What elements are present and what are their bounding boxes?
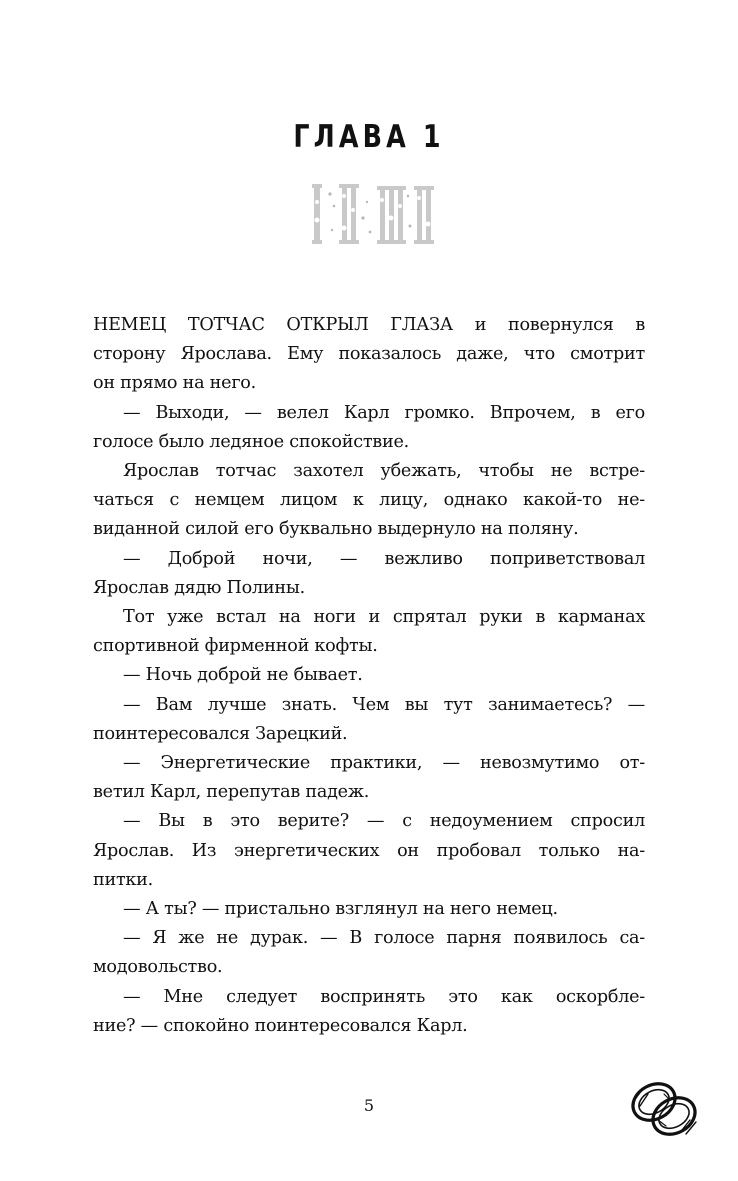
- line: виданной силой его буквально выдернуло на поляну.: [93, 519, 579, 540]
- line: Ярослав тотчас захотел убежать, чтобы не встре-: [123, 461, 645, 482]
- line: — А ты? — пристально взглянул на него немец.: [123, 899, 558, 920]
- line: — Мне следует воспринять это как оскорбле-: [123, 986, 645, 1007]
- line: — Я же не дурак. — В голосе парня появилось са-: [123, 928, 645, 949]
- line: сторону Ярослава. Ему показалось даже, что смотрит: [93, 344, 645, 365]
- paragraph-7: [93, 691, 645, 749]
- paragraph-3: [93, 457, 645, 545]
- paragraph-2: [93, 399, 645, 457]
- line: питки.: [93, 869, 154, 890]
- line: Ярослав. Из энергетических он пробовал только на-: [93, 840, 645, 861]
- line: голосе было ледяное спокойствие.: [93, 431, 409, 452]
- roman-numerals-ornament-icon: [310, 180, 435, 248]
- chapter-title: ГЛАВА 1: [293, 118, 445, 155]
- paragraph-8: [93, 749, 645, 807]
- line: — Выходи, — велел Карл громко. Впрочем, в его: [123, 402, 645, 423]
- line: — Доброй ночи, — вежливо поприветствовал: [123, 548, 645, 569]
- line: ветил Карл, перепутав падеж.: [93, 782, 370, 803]
- line: НЕМЕЦ ТОТЧАС ОТКРЫЛ ГЛАЗА и повернулся в: [93, 315, 645, 335]
- paragraph-10: [93, 895, 645, 924]
- body-text: [93, 311, 645, 1041]
- page-number: 5: [363, 1096, 375, 1115]
- paragraph-12: [93, 983, 645, 1041]
- line: спортивной фирменной кофты.: [93, 636, 378, 657]
- line: чаться с немцем лицом к лицу, однако какой-то не-: [93, 490, 645, 511]
- line: ние? — спокойно поинтересовался Карл.: [93, 1015, 468, 1036]
- line: — Ночь доброй не бывает.: [123, 665, 363, 686]
- line: — Вам лучше знать. Чем вы тут занимаетесь? —: [123, 694, 645, 715]
- paragraph-6: [93, 661, 645, 690]
- line: Ярослав дядю Полины.: [93, 577, 305, 598]
- line: — Энергетические практики, — невозмутимо от-: [123, 753, 645, 774]
- paragraph-11: [93, 924, 645, 982]
- line: модовольство.: [93, 957, 223, 978]
- paragraph-9: [93, 807, 645, 895]
- paragraph-1: [93, 311, 645, 399]
- paragraph-5: [93, 603, 645, 661]
- line: — Вы в это верите? — с недоумением спросил: [123, 811, 645, 832]
- line: он прямо на него.: [93, 373, 256, 394]
- wedding-rings-icon: [626, 1076, 702, 1142]
- line: поинтересовался Зарецкий.: [93, 723, 348, 744]
- paragraph-4: [93, 545, 645, 603]
- line: Тот уже встал на ноги и спрятал руки в карманах: [123, 607, 645, 628]
